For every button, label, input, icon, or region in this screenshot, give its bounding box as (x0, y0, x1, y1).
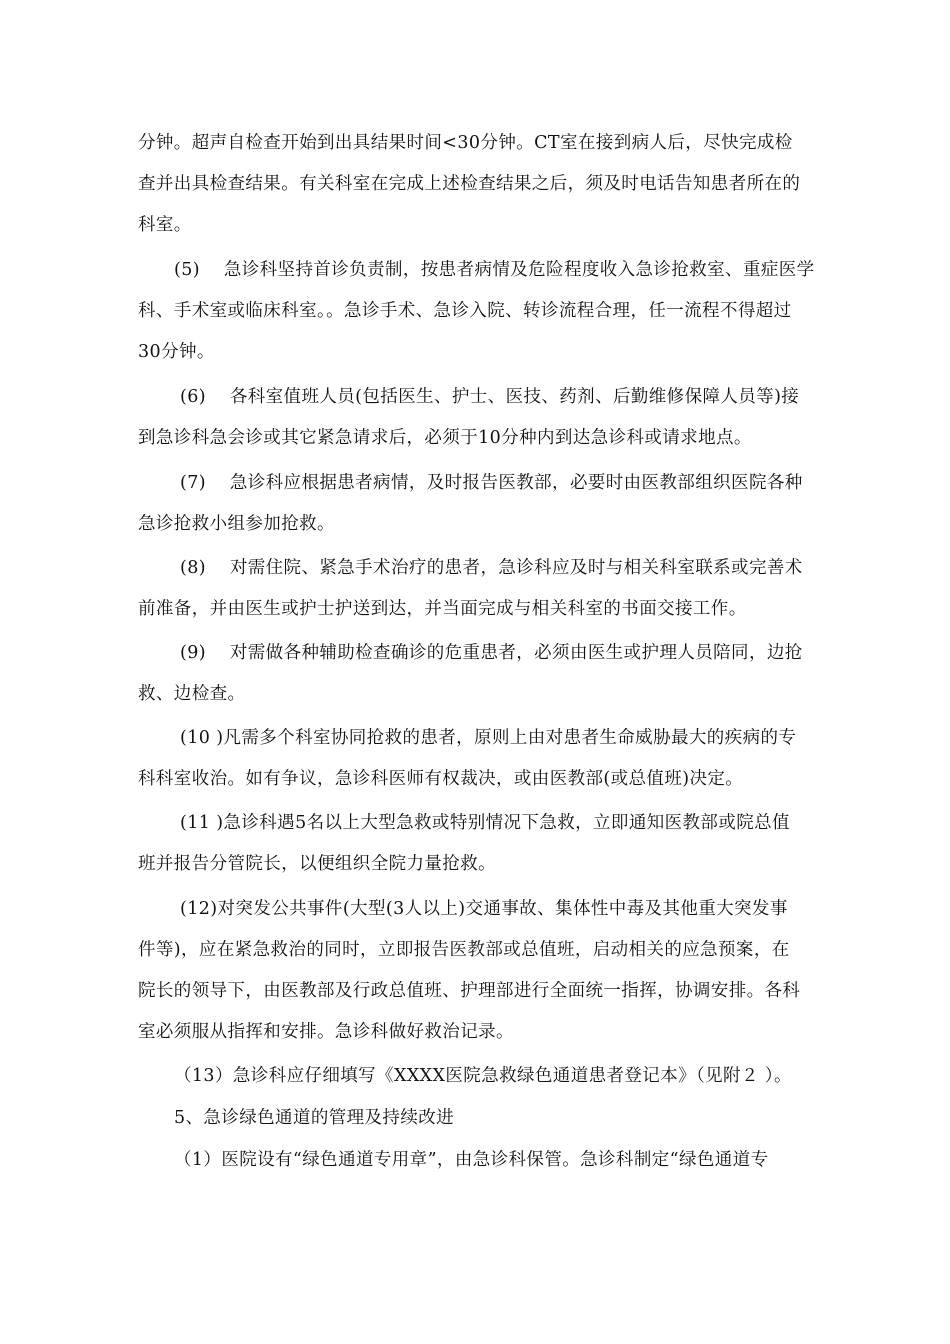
paragraph-item-6 (138, 377, 818, 459)
text-line: （13）急诊科应仔细填写《XXXX医院急救绿色通道患者登记本》（见附２ ）。 (174, 1066, 792, 1086)
text-line: 救、边检查。 (138, 684, 246, 704)
paragraph-item-11 (138, 803, 818, 885)
text-line: 件等)，应在紧急救治的同时，立即报告医教部或总值班，启动相关的应急预案，在 (138, 940, 790, 960)
paragraph-item-9 (138, 633, 818, 715)
paragraph-continued (138, 123, 818, 246)
text-line: (5) 急诊科坚持首诊负责制，按患者病情及危险程度收入急诊抢救室、重症医学 (174, 260, 815, 280)
text-line: 室必须服从指挥和安排。急诊科做好救治记录。 (138, 1022, 514, 1042)
text-line: 30分钟。 (138, 342, 215, 362)
text-line: (9) 对需做各种辅助检查确诊的危重患者，必须由医生或护理人员陪同，边抢 (180, 643, 803, 663)
section-heading-5 (138, 1098, 818, 1139)
text-line: (7) 急诊科应根据患者病情，及时报告医教部，必要时由医教部组织医院各种 (180, 473, 803, 493)
text-line: (12)对突发公共事件(大型(3人以上)交通事故、集体性中毒及其他重大突发事 (180, 899, 788, 919)
text-line: 科科室收治。如有争议，急诊科医师有权裁决，或由医教部(或总值班)决定。 (138, 769, 744, 789)
text-line: 急诊抢救小组参加抢救。 (138, 514, 335, 534)
text-line: （1）医院设有“绿色通道专用章”，由急诊科保管。急诊科制定“绿色通道专 (174, 1150, 769, 1170)
paragraph-section-5-item-1 (138, 1140, 818, 1181)
text-line: 到急诊科急会诊或其它紧急请求后，必须于10分种内到达急诊科或请求地点。 (138, 428, 752, 448)
text-line: (8) 对需住院、紧急手术治疗的患者，急诊科应及时与相关科室联系或完善术 (180, 558, 803, 578)
text-line: (11 )急诊科遇5名以上大型急救或特别情况下急救，立即通知医教部或院总值 (180, 813, 790, 833)
text-line: 院长的领导下，由医教部及行政总值班、护理部进行全面统一指挥，协调安排。各科 (138, 981, 801, 1001)
paragraph-item-8 (138, 548, 818, 630)
text-line: (10 )凡需多个科室协同抢救的患者，原则上由对患者生命威胁最大的疾病的专 (180, 728, 797, 748)
text-line: 5、急诊绿色通道的管理及持续改进 (174, 1108, 455, 1128)
text-line: 科、手术室或临床科室。。急诊手术、急诊入院、转诊流程合理，任一流程不得超过 (138, 301, 792, 321)
paragraph-item-12 (138, 889, 818, 1053)
text-line: 前准备，并由医生或护士护送到达，并当面完成与相关科室的书面交接工作。 (138, 599, 747, 619)
text-line: 分钟。超声自检查开始到出具结果时间<30分钟。CT室在接到病人后，尽快完成检 (138, 133, 793, 153)
text-line: 查并出具检查结果。有关科室在完成上述检查结果之后，须及时电话告知患者所在的 (138, 174, 801, 194)
paragraph-item-5 (138, 250, 818, 373)
text-line: 科室。 (138, 215, 192, 235)
paragraph-item-7 (138, 463, 818, 545)
text-line: 班并报告分管院长，以便组织全院力量抢救。 (138, 854, 496, 874)
paragraph-item-10 (138, 718, 818, 800)
paragraph-item-13 (138, 1056, 818, 1097)
text-line: (6) 各科室值班人员(包括医生、护士、医技、药剂、后勤维修保障人员等)接 (180, 387, 800, 407)
